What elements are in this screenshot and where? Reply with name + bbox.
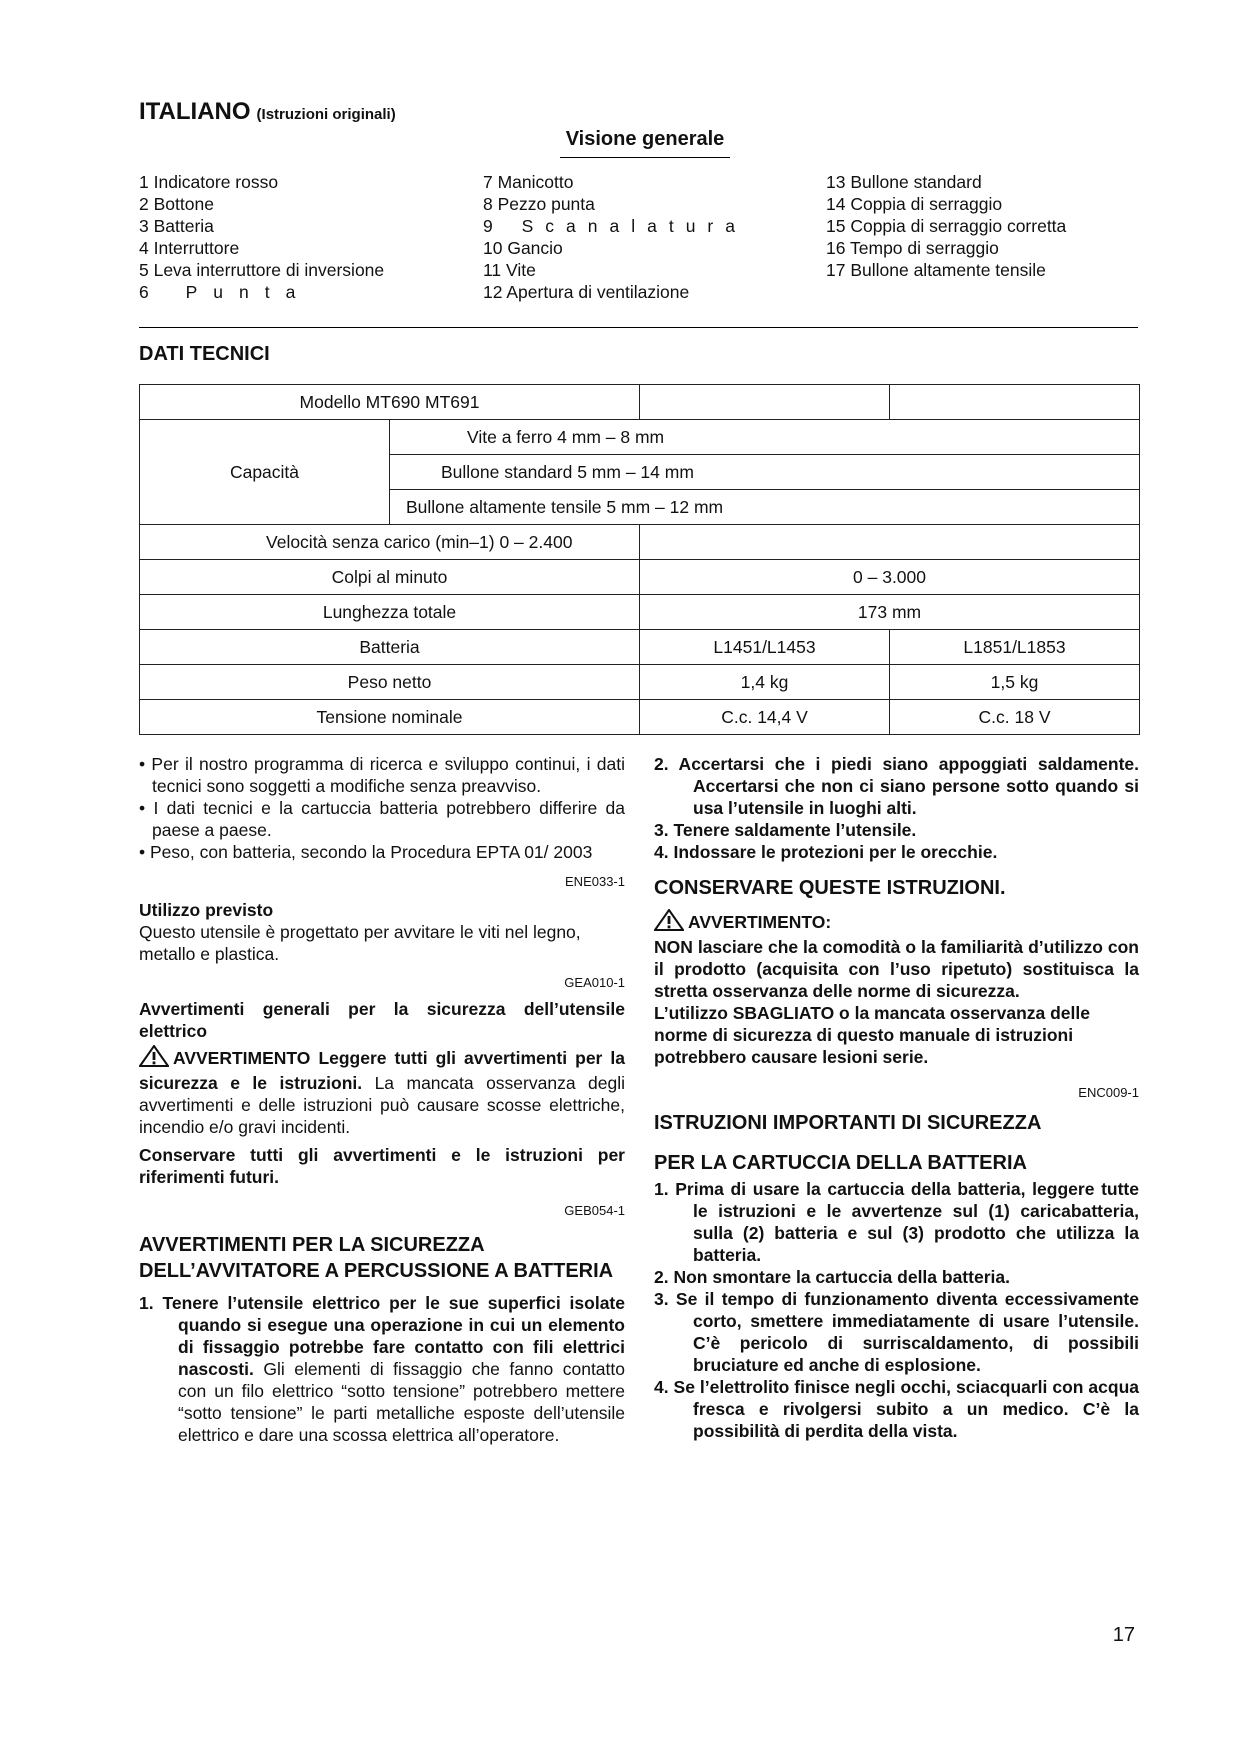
warning-label: AVVERTIMENTO: xyxy=(688,912,832,932)
spec-value: L1451/L1453 xyxy=(640,630,890,665)
part-item: 2 Bottone xyxy=(139,194,214,214)
part-item: 16 Tempo di serraggio xyxy=(826,238,999,258)
part-item: 17 Bullone altamente tensile xyxy=(826,260,1046,280)
part-item: 5 Leva interruttore di inversione xyxy=(139,260,385,280)
part-item: 6 Punta xyxy=(139,282,312,302)
part-item: 4 Interruttore xyxy=(139,238,240,258)
parts-list-col1 xyxy=(139,171,384,303)
spec-value: 1,5 kg xyxy=(890,665,1140,700)
safety-item: 2. Accertarsi che i piedi siano appoggiati saldamente. Accertarsi che non ci siano persone sotto quando si usa l’utensile in luoghi alti. xyxy=(654,754,1139,818)
impact-driver-warnings-title: AVVERTIMENTI PER LA SICUREZZA DELL’AVVITATORE A PERCUSSIONE A BATTERIA xyxy=(139,1234,614,1282)
spec-label: Peso netto xyxy=(140,665,640,700)
general-warning xyxy=(139,1045,625,1138)
note-bullet: • I dati tecnici e la cartuccia batteria potrebbero differire da paese a paese. xyxy=(139,798,625,840)
safety-item: 4. Indossare le protezioni per le orecchie. xyxy=(654,842,998,862)
doc-code: ENE033-1 xyxy=(565,874,625,889)
table-row xyxy=(140,420,1140,455)
capacity-value: Bullone standard 5 mm – 14 mm xyxy=(390,455,1140,490)
doc-code: ENC009-1 xyxy=(1078,1085,1139,1100)
spec-value: C.c. 14,4 V xyxy=(640,700,890,735)
note-bullet: • Peso, con batteria, secondo la Procedura EPTA 01/ 2003 xyxy=(139,842,593,862)
battery-item: 1. Prima di usare la cartuccia della batteria, leggere tutte le istruzioni e le avvertenze sul (1) caricabatteria, sulla (2) batteria e sul (3) prodotto che utilizza la batteria. xyxy=(654,1179,1139,1265)
keep-instructions-text: Conservare tutti gli avvertimenti e le istruzioni per riferimenti futuri. xyxy=(139,1145,625,1187)
spec-value: L1851/L1853 xyxy=(890,630,1140,665)
left-column xyxy=(139,753,625,1446)
battery-item: 2. Non smontare la cartuccia della batteria. xyxy=(654,1267,1010,1287)
right-column xyxy=(654,753,1139,1442)
speed-cell: Velocità senza carico (min–1) 0 – 2.400 xyxy=(140,525,640,560)
table-row xyxy=(140,560,1140,595)
battery-instructions-subtitle: PER LA CARTUCCIA DELLA BATTERIA xyxy=(654,1152,1027,1174)
intended-use-title: Utilizzo previsto xyxy=(139,900,274,920)
impact-warning-text: Gli elementi di fissaggio che fanno contatto con un filo elettrico “sotto tensione” potrebbero mettere “sotto tensione” le parti metalliche esposte dell’utensile elettrico e dare una scossa elettrica all’operatore. xyxy=(178,1359,626,1445)
capacity-value: Bullone altamente tensile 5 mm – 12 mm xyxy=(390,490,1140,525)
warning-triangle-icon xyxy=(139,1045,169,1072)
specs-title: DATI TECNICI xyxy=(139,343,270,365)
part-item: 11 Vite xyxy=(483,260,536,280)
part-item: 12 Apertura di ventilazione xyxy=(483,282,690,302)
spec-label: Lunghezza totale xyxy=(140,595,640,630)
spec-value: C.c. 18 V xyxy=(890,700,1140,735)
table-row xyxy=(140,385,1140,420)
language-title: ITALIANO xyxy=(139,98,251,125)
battery-instructions-title: ISTRUZIONI IMPORTANTI DI SICUREZZA xyxy=(654,1112,1042,1134)
spec-label: Colpi al minuto xyxy=(140,560,640,595)
doc-code: GEB054-1 xyxy=(564,1203,625,1218)
part-item: 7 Manicotto xyxy=(483,172,574,192)
battery-item: 3. Se il tempo di funzionamento diventa eccessivamente corto, smettere immediatamente di usare l’utensile. C’è pericolo di surriscaldamento, di possibili bruciature ed anche di esplosione. xyxy=(654,1289,1139,1375)
capacity-value: Vite a ferro 4 mm – 8 mm xyxy=(390,420,1140,455)
safety-item: 3. Tenere saldamente l’utensile. xyxy=(654,820,917,840)
language-subtitle: (Istruzioni originali) xyxy=(256,106,396,123)
warning-text: L’utilizzo SBAGLIATO o la mancata osservanza delle norme di sicurezza di questo manuale di istruzioni potrebbero causare lesioni serie. xyxy=(654,1003,1090,1067)
part-item: 8 Pezzo punta xyxy=(483,194,595,214)
save-instructions-title: CONSERVARE QUESTE ISTRUZIONI. xyxy=(654,877,1006,899)
part-item: 1 Indicatore rosso xyxy=(139,172,279,192)
spec-label: Tensione nominale xyxy=(140,700,640,735)
part-item: 10 Gancio xyxy=(483,238,563,258)
spec-value: 0 – 3.000 xyxy=(640,560,1140,595)
table-row xyxy=(140,665,1140,700)
spec-value: 173 mm xyxy=(640,595,1140,630)
table-row xyxy=(140,700,1140,735)
specs-table xyxy=(139,384,1140,735)
part-item: 9 Scanalatura xyxy=(483,216,747,236)
part-item: 14 Coppia di serraggio xyxy=(826,194,1003,214)
impact-warning-bold: 1. Tenere l’utensile elettrico per le sue superfici isolate quando si esegue una operazione in cui un elemento di fissaggio potrebbe fare contatto con fili elettrici nascosti. xyxy=(139,1293,625,1379)
warning-label-line xyxy=(654,909,1139,936)
model-cell: Modello MT690 MT691 xyxy=(140,385,640,420)
spec-value: 1,4 kg xyxy=(640,665,890,700)
empty-cell xyxy=(640,525,1140,560)
warning-text: La mancata osservanza degli avvertimenti e delle istruzioni può causare scosse elettriche, incendio e/o gravi incidenti. xyxy=(139,1073,625,1137)
empty-cell xyxy=(640,385,890,420)
table-row xyxy=(140,595,1140,630)
battery-item: 4. Se l’elettrolito finisce negli occhi, sciacquarli con acqua fresca e rivolgersi subito a un medico. C’è la possibilità di perdita della vista. xyxy=(654,1377,1139,1441)
capacity-label: Capacità xyxy=(140,420,390,525)
part-item: 13 Bullone standard xyxy=(826,172,982,192)
intended-use-text: Questo utensile è progettato per avvitare le viti nel legno, metallo e plastica. xyxy=(139,922,581,964)
warning-text: NON lasciare che la comodità o la familiarità d’utilizzo con il prodotto (acquisita con l’uso ripetuto) sostituisca la stretta osservanza delle norme di sicurezza. xyxy=(654,937,1139,1001)
general-warnings-title: Avvertimenti generali per la sicurezza dell’utensile elettrico xyxy=(139,999,625,1041)
table-row xyxy=(140,525,1140,560)
parts-list-col2 xyxy=(483,171,747,303)
empty-cell xyxy=(890,385,1140,420)
impact-warning-item xyxy=(139,1292,625,1446)
note-bullet: • Per il nostro programma di ricerca e sviluppo continui, i dati tecnici sono soggetti a modifiche senza preavviso. xyxy=(139,754,625,796)
language-heading xyxy=(139,98,396,126)
section-divider xyxy=(139,327,1138,328)
overview-title: Visione generale xyxy=(560,128,730,158)
parts-list-col3 xyxy=(826,171,1066,281)
warning-bold-text: AVVERTIMENTO Leggere tutti gli avvertimenti per la sicurezza e le istruzioni. xyxy=(139,1048,625,1093)
page-number: 17 xyxy=(1112,1624,1135,1646)
warning-triangle-icon xyxy=(654,909,684,936)
spec-label: Batteria xyxy=(140,630,640,665)
table-row xyxy=(140,630,1140,665)
doc-code: GEA010-1 xyxy=(564,975,625,990)
part-item: 3 Batteria xyxy=(139,216,214,236)
part-item: 15 Coppia di serraggio corretta xyxy=(826,216,1067,236)
